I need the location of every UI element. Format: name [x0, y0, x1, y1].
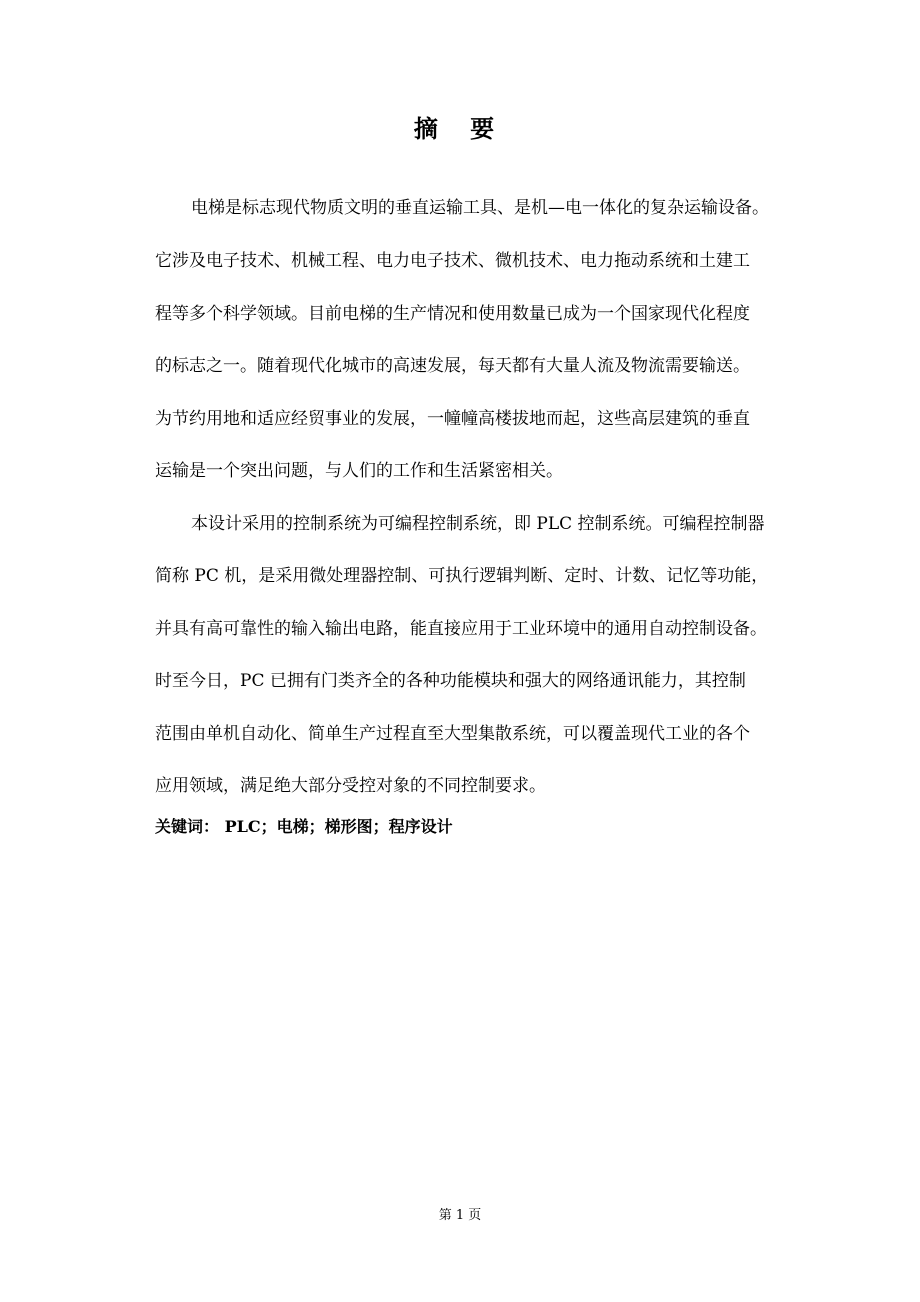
keywords-line: 关键词： PLC；电梯；梯形图；程序设计 [155, 817, 453, 836]
paragraph-1-line-4: 的标志之一。随着现代化城市的高速发展，每天都有大量人流及物流需要输送。 [155, 356, 750, 376]
paragraph-2-line-2: 简称 PC 机，是采用微处理器控制、可执行逻辑判断、定时、计数、记忆等功能， [155, 566, 769, 586]
paragraph-1-line-3: 程等多个科学领域。目前电梯的生产情况和使用数量已成为一个国家现代化程度 [155, 304, 750, 324]
page-number: 第 1 页 [438, 1208, 482, 1223]
paragraph-1-line-6: 运输是一个突出问题，与人们的工作和生活紧密相关。 [155, 461, 563, 481]
paragraph-2-line-1: 本设计采用的控制系统为可编程控制系统，即 PLC 控制系统。可编程控制器 [191, 514, 765, 534]
paragraph-2-line-4: 时至今日，PC 已拥有门类齐全的各种功能模块和强大的网络通讯能力，其控制 [155, 671, 746, 691]
paragraph-1-line-1: 电梯是标志现代物质文明的垂直运输工具、是机—电一体化的复杂运输设备。 [191, 198, 769, 218]
page-title: 摘 要 [413, 114, 507, 143]
paragraph-2-line-6: 应用领域，满足绝大部分受控对象的不同控制要求。 [155, 776, 546, 796]
paragraph-2-line-3: 并具有高可靠性的输入输出电路，能直接应用于工业环境中的通用自动控制设备。 [155, 619, 767, 639]
paragraph-2-line-5: 范围由单机自动化、简单生产过程直至大型集散系统，可以覆盖现代工业的各个 [155, 724, 750, 744]
paragraph-1-line-5: 为节约用地和适应经贸事业的发展，一幢幢高楼拔地而起，这些高层建筑的垂直 [155, 409, 750, 429]
paragraph-1-line-2: 它涉及电子技术、机械工程、电力电子技术、微机技术、电力拖动系统和土建工 [155, 251, 750, 271]
